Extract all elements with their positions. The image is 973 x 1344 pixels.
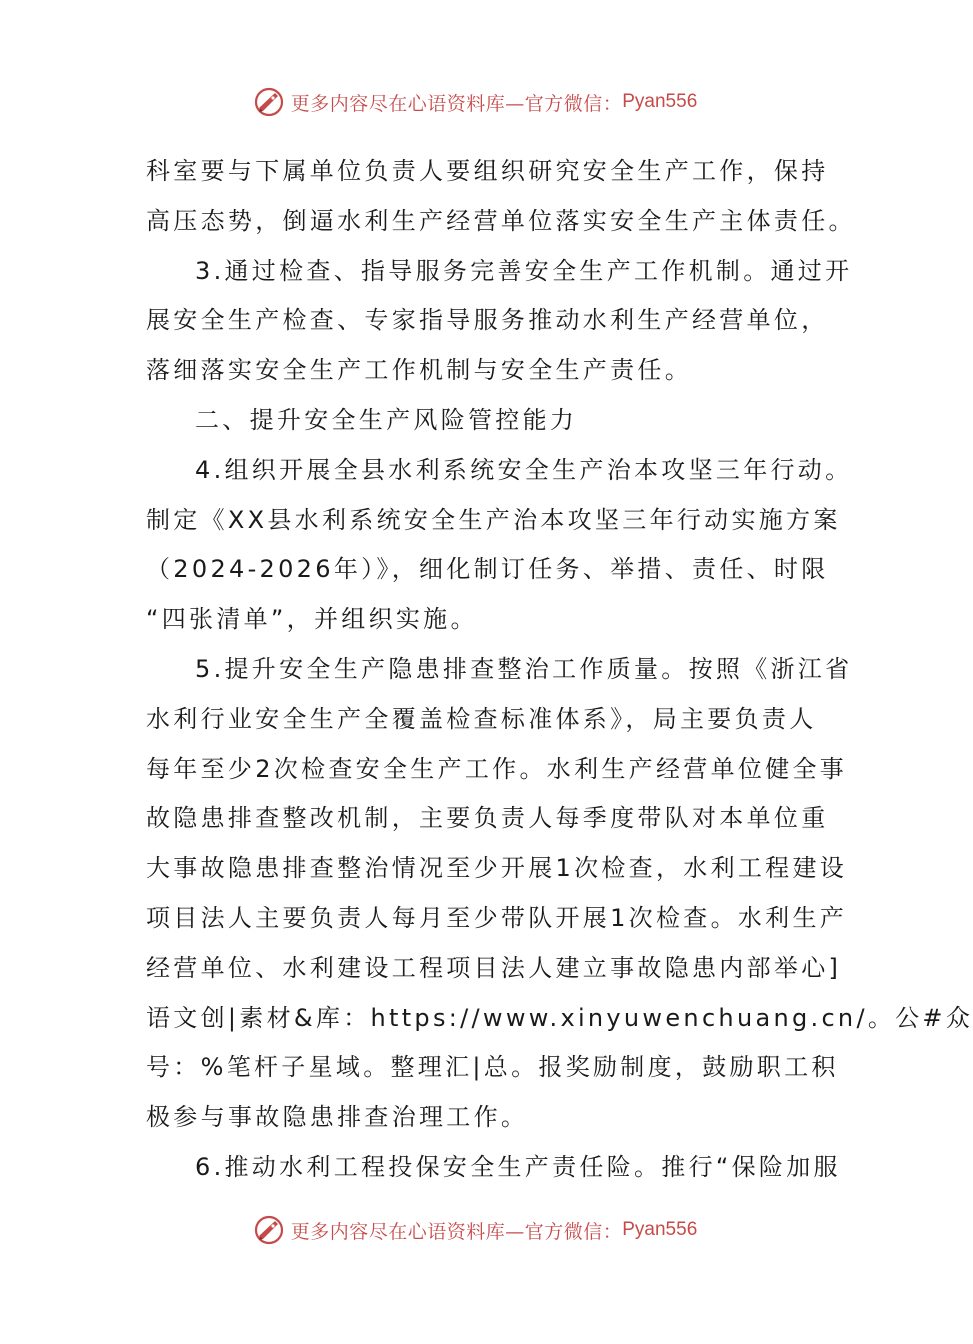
- text-line: 高压态势，倒逼水利生产经营单位落实安全生产主体责任。: [146, 206, 856, 235]
- text-line: （2024-2026年）》，细化制订任务、举措、责任、时限: [146, 555, 829, 584]
- document-body: [146, 147, 973, 1193]
- text-line: 经营单位、水利建设工程项目法人建立事故隐患内部举心]: [146, 953, 842, 982]
- text-line: 每年至少2次检查安全生产工作。水利生产经营单位健全事: [146, 754, 848, 783]
- text-line: 4.组织开展全县水利系统安全生产治本攻坚三年行动。: [195, 455, 853, 484]
- text-line: 制定《XX县水利系统安全生产治本攻坚三年行动实施方案: [146, 505, 841, 534]
- banner-text: 更多内容尽在心语资料库—官方微信：: [290, 92, 623, 115]
- text-line: 水利行业安全生产全覆盖检查标准体系》，局主要负责人: [146, 704, 817, 733]
- text-line: 3.通过检查、指导服务完善安全生产工作机制。通过开: [195, 256, 853, 285]
- text-line: 故隐患排查整改机制，主要负责人每季度带队对本单位重: [146, 804, 829, 833]
- banner-text: 更多内容尽在心语资料库—官方微信：: [290, 1220, 623, 1243]
- footer-banner: [0, 1210, 950, 1250]
- pen-nib-logo-icon: [253, 86, 285, 118]
- text-line: 极参与事故隐患排查治理工作。: [146, 1103, 529, 1132]
- header-banner: [0, 82, 950, 122]
- text-line: 号：%笔杆子星域。整理汇|总。报奖励制度，鼓励职工积: [146, 1053, 839, 1082]
- text-line: 6.推动水利工程投保安全生产责任险。推行“保险加服: [195, 1152, 841, 1181]
- banner-wechat-id: Pyan556: [622, 91, 698, 112]
- banner-wechat-id: Pyan556: [622, 1219, 698, 1240]
- section-heading: 二、提升安全生产风险管控能力: [195, 405, 578, 434]
- text-line: 5.提升安全生产隐患排查整治工作质量。按照《浙江省: [195, 654, 853, 683]
- text-line: 大事故隐患排查整治情况至少开展1次检查，水利工程建设: [146, 854, 848, 883]
- text-line: 项目法人主要负责人每月至少带队开展1次检查。水利生产: [146, 903, 848, 932]
- text-line: 语文创|素材&库：https://www.xinyuwenchuang.cn/。公#众: [146, 1003, 973, 1032]
- text-line: 落细落实安全生产工作机制与安全生产责任。: [146, 356, 692, 385]
- text-line: “四张清单”，并组织实施。: [146, 605, 478, 634]
- pen-nib-logo-icon: [253, 1214, 285, 1246]
- text-line: 科室要与下属单位负责人要组织研究安全生产工作，保持: [146, 157, 829, 185]
- text-line: 展安全生产检查、专家指导服务推动水利生产经营单位，: [146, 306, 829, 335]
